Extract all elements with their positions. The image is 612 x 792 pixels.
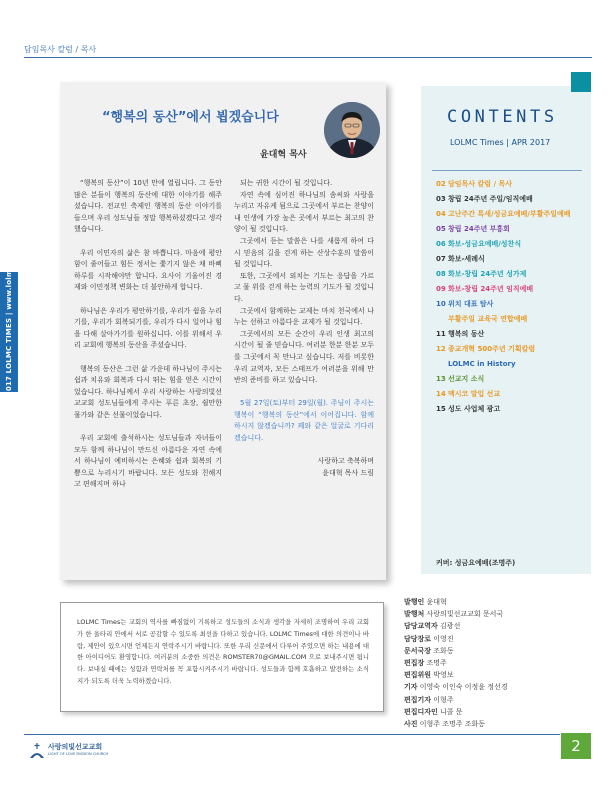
contents-item [436, 225, 586, 234]
staff-role: 편집장 [404, 659, 425, 668]
contents-item-number: 14 [436, 390, 446, 398]
church-logo-icon [28, 742, 46, 760]
staff-name: 조명주 [426, 659, 447, 668]
side-text-label: APR 2017 LOLMC TIMES | www.lolmc.org [5, 248, 13, 416]
staff-name: 사랑의빛선교교회 문서국 [426, 610, 504, 619]
contents-item [436, 405, 586, 414]
staff-entry [404, 681, 584, 693]
contents-item-label: 성도 사업체 광고 [448, 405, 501, 413]
contents-item [436, 315, 586, 324]
logo-subtitle: LIGHT OF LOVE MISSION CHURCH [48, 752, 109, 756]
contents-item-label: 부활주일 교육국 연합예배 [448, 315, 528, 323]
sign-name: 윤대혁 목사 드림 [322, 468, 374, 477]
invitation-text: 5월 27일(토)부터 29일(월). 주님이 주시는 행복이 “행복의 동산”에서 이어집니다. 함께 하시지 않겠습니까? 꽤와 같은 얼굴로 기다리겠습니다. [234, 399, 374, 443]
contents-item-label: 위치 대표 탐사 [448, 300, 494, 308]
cover-credit: 커버: 성금요예배(조명주) [436, 559, 516, 567]
staff-role: 담당장로 [404, 634, 432, 643]
contents-item-number: 06 [436, 240, 446, 248]
contents-item-label: 화보-세례식 [448, 255, 485, 263]
staff-entry [404, 718, 584, 730]
staff-entry [404, 657, 584, 669]
paragraph: 또한, 그곳에서 외치는 기도는 응답을 가르고 물 위를 걷게 하는 능력의 기도가 될 것입니다. [234, 271, 374, 303]
contents-item [436, 330, 586, 339]
contents-item [436, 360, 586, 369]
contents-item [436, 345, 586, 354]
accent-square [571, 72, 591, 92]
article-column-left [74, 178, 222, 503]
contents-item-label: 담임목사 칼럼 / 목사 [448, 180, 512, 188]
contents-item-label: 고난주간 특새/성금요예배/부활주일예배 [448, 210, 571, 218]
paragraph: 그곳에서 듣는 말씀은 나를 새롭게 하여 다시 믿음의 길을 걷게 하는 산상수훈의 말씀이 될 것입니다. [234, 236, 374, 269]
top-rule [24, 57, 592, 58]
contents-item-number: 07 [436, 255, 446, 263]
paragraph: 되는 귀한 시간이 될 것입니다. [240, 179, 333, 187]
staff-role: 문서국장 [404, 646, 432, 655]
article-title: “행복의 동산”에서 뵙겠습니다 [102, 110, 279, 125]
staff-name: 조화동 [433, 646, 454, 655]
paragraph: 우리 교회에 출석하시는 성도님들과 자녀들이 모두 함께 하나님이 만드신 아름다운 자연 속에서 하나님이 예비하시는 은혜와 쉼과 회복의 기쁨으로 누리시기 바랍니다. 모든 성도와 친해지고 편해지며 하나 [74, 434, 222, 489]
sign-line: 사랑하고 축복하며 [317, 457, 374, 466]
paragraph: 행복의 동산은 그런 삶 가운데 하나님이 주시는 쉼과 치유와 회복과 다시 뛰는 힘을 얻은 시간이었습니다. 하나님께서 우리 사랑하는 사랑의빛선교교회 성도님들에게 주시는 푸른 초장, 쉴만한 물가와 같은 선물이었습니다. [74, 364, 222, 419]
contents-item-label: LOLMC in History [448, 360, 516, 368]
staff-entry [404, 706, 584, 718]
staff-role: 편집위원 [404, 671, 432, 680]
contents-item-number: 03 [436, 195, 446, 203]
contents-item-number: 09 [436, 285, 446, 293]
contents-item [436, 285, 586, 294]
staff-name: 이영진 [433, 634, 454, 643]
notice-text: LOLMC Times는 교회의 역사를 빠짐없이 기록하고 성도들의 소식과 생각을 자세히 조명하여 우리 교회가 한 울타리 안에서 서로 공감할 수 있도록 최선을 다하고 있습니다. LOLMC Times에 대한 의견이나 바람, 제안이 있으시면 언제든지 연락주시기 바랍니다. 또한 우리 신문에서 다루어 주었으면 하는 내용에 대한 아이디어도 환영합니다. 여러분의 소중한 의견은 ROMSTER70@GMAIL.COM 으로 보내주시면 됩니다. 보내실 때에는 성함과 연락처를 꼭 포함시켜주시기 바랍니다. 성도들과 함께 호흡하고 발전하는 소식지가 되도록 더욱 노력하겠습니다. [77, 618, 369, 685]
staff-role: 발행처 [404, 610, 425, 619]
contents-item-number: 15 [436, 405, 446, 413]
section-label: 담임목사 칼럼 / 목사 [24, 45, 97, 54]
staff-name: 김광선 [440, 622, 461, 631]
contents-item [436, 270, 586, 279]
contents-item-label: 창립 24주년 부흥회 [448, 225, 510, 233]
church-logo [28, 740, 118, 766]
contents-item [436, 255, 586, 264]
contents-item-number: 11 [436, 330, 446, 338]
staff-list [404, 596, 584, 730]
staff-name: 이형주 조명주 조화동 [419, 720, 486, 729]
contents-item-label: 행복의 동산 [448, 330, 485, 338]
staff-entry [404, 608, 584, 620]
staff-name: 이형주 [433, 695, 454, 704]
contents-item [436, 180, 586, 189]
contents-item-label: 화보-창립 24주년 임직예배 [448, 285, 534, 293]
contents-item [436, 240, 586, 249]
staff-name: 박영보 [433, 671, 454, 680]
contents-item-number: 02 [436, 180, 446, 188]
staff-entry [404, 645, 584, 657]
contents-title: CONTENTS [447, 107, 558, 127]
contents-item [436, 375, 586, 384]
contents-item [436, 210, 586, 219]
staff-role: 편집디자인 [404, 707, 438, 716]
contents-list [436, 180, 586, 414]
paragraph: 그곳에서의 모든 순간이 우리 인생 최고의 시간이 될 줄 믿습니다. 여러분 한분 한분 모두를 그곳에서 꼭 만나고 싶습니다. 저를 비롯한 우리 교역자, 모든 스태프가 여러분을 위해 만반의 준비를 하고 있습니다. [234, 329, 374, 385]
contents-item-label: 화보-창립 24주년 성가제 [448, 270, 527, 278]
bottom-rule [24, 734, 560, 735]
column-article [60, 82, 386, 580]
contents-item-number: 05 [436, 225, 446, 233]
pastor-photo [324, 102, 380, 158]
logo-name: 사랑의빛선교교회 [48, 743, 103, 751]
contents-item [436, 300, 586, 309]
contents-subtitle: LOLMC Times | APR 2017 [450, 138, 551, 147]
contents-item-number: 13 [436, 375, 446, 383]
contents-item-number: 12 [436, 345, 446, 353]
staff-entry [404, 669, 584, 681]
staff-name: 니콜 문 [440, 707, 463, 716]
contents-item-label: 종교개혁 500주년 기획칼럼 [448, 345, 536, 353]
contents-item [436, 390, 586, 399]
staff-role: 편집기자 [404, 695, 432, 704]
contents-item-label: 화보-성금요예배/성찬식 [448, 240, 522, 248]
paragraph: 하나님은 우리가 평안하기를, 우리가 쉼을 누리기를, 우리가 회복되기를, 우리가 다시 일어나 힘을 다해 살아가기를 원하십니다. 이를 위해서 우리 교회에 행복의 동산을 주셨습니다. [74, 306, 222, 350]
contents-item [436, 195, 586, 204]
staff-name: 이영숙 이인숙 이정윤 정선경 [419, 683, 508, 692]
article-column-right [234, 178, 374, 479]
contents-item-label: 멕시코 말입 선교 [448, 390, 501, 398]
notice-box [60, 602, 384, 712]
paragraph: 그곳에서 함께하는 교제는 마치 천국에서 나누는 선하고 아름다운 교제가 될 것입니다. [234, 306, 374, 327]
article-author: 윤대혁 목사 [260, 150, 307, 160]
contents-divider [432, 170, 582, 171]
contents-item-number: 04 [436, 210, 446, 218]
staff-role: 사진 [404, 720, 418, 729]
staff-entry [404, 596, 584, 608]
contents-item-number: 10 [436, 300, 446, 308]
contents-item-label: 선교지 소식 [448, 375, 485, 383]
staff-entry [404, 633, 584, 645]
staff-role: 발행인 [404, 598, 425, 606]
staff-role: 담당교역자 [404, 622, 438, 631]
staff-role: 기자 [404, 683, 418, 692]
staff-name: 윤대혁 [426, 598, 447, 606]
page-number: 2 [561, 733, 591, 759]
side-text [0, 248, 18, 416]
contents-item-label: 창립 24주년 주일/임직예배 [448, 195, 533, 203]
staff-entry [404, 620, 584, 632]
paragraph: 자연 속에 심어진 하나님의 솜씨와 사랑을 누리고 자유케 됨으로 그곳에서 부르는 찬양이 내 인생에 가장 높은 곳에서 부르는 최고의 찬양이 될 것입니다. [234, 190, 374, 234]
staff-entry [404, 694, 584, 706]
paragraph: 우리 이민자의 삶은 참 바쁩니다. 마음에 평안함이 줄어들고 힘든 정서는 쫓기지 않은 채 바삐 하루를 시작해야만 합니다. 요사이 기울어진 경제와 이민정책 변화는 더 불안하게 합니다. [74, 248, 222, 292]
paragraph: “행복의 동산”이 10년 만에 열립니다. 그 동안 많은 분들이 행복의 동산에 대한 이야기를 해주셨습니다. 전교인 축제인 행복의 동산 이야기를 들으며 우리 성도님들 정말 행복하셨겠다고 생각했습니다. [74, 179, 222, 234]
contents-item-number: 08 [436, 270, 446, 278]
